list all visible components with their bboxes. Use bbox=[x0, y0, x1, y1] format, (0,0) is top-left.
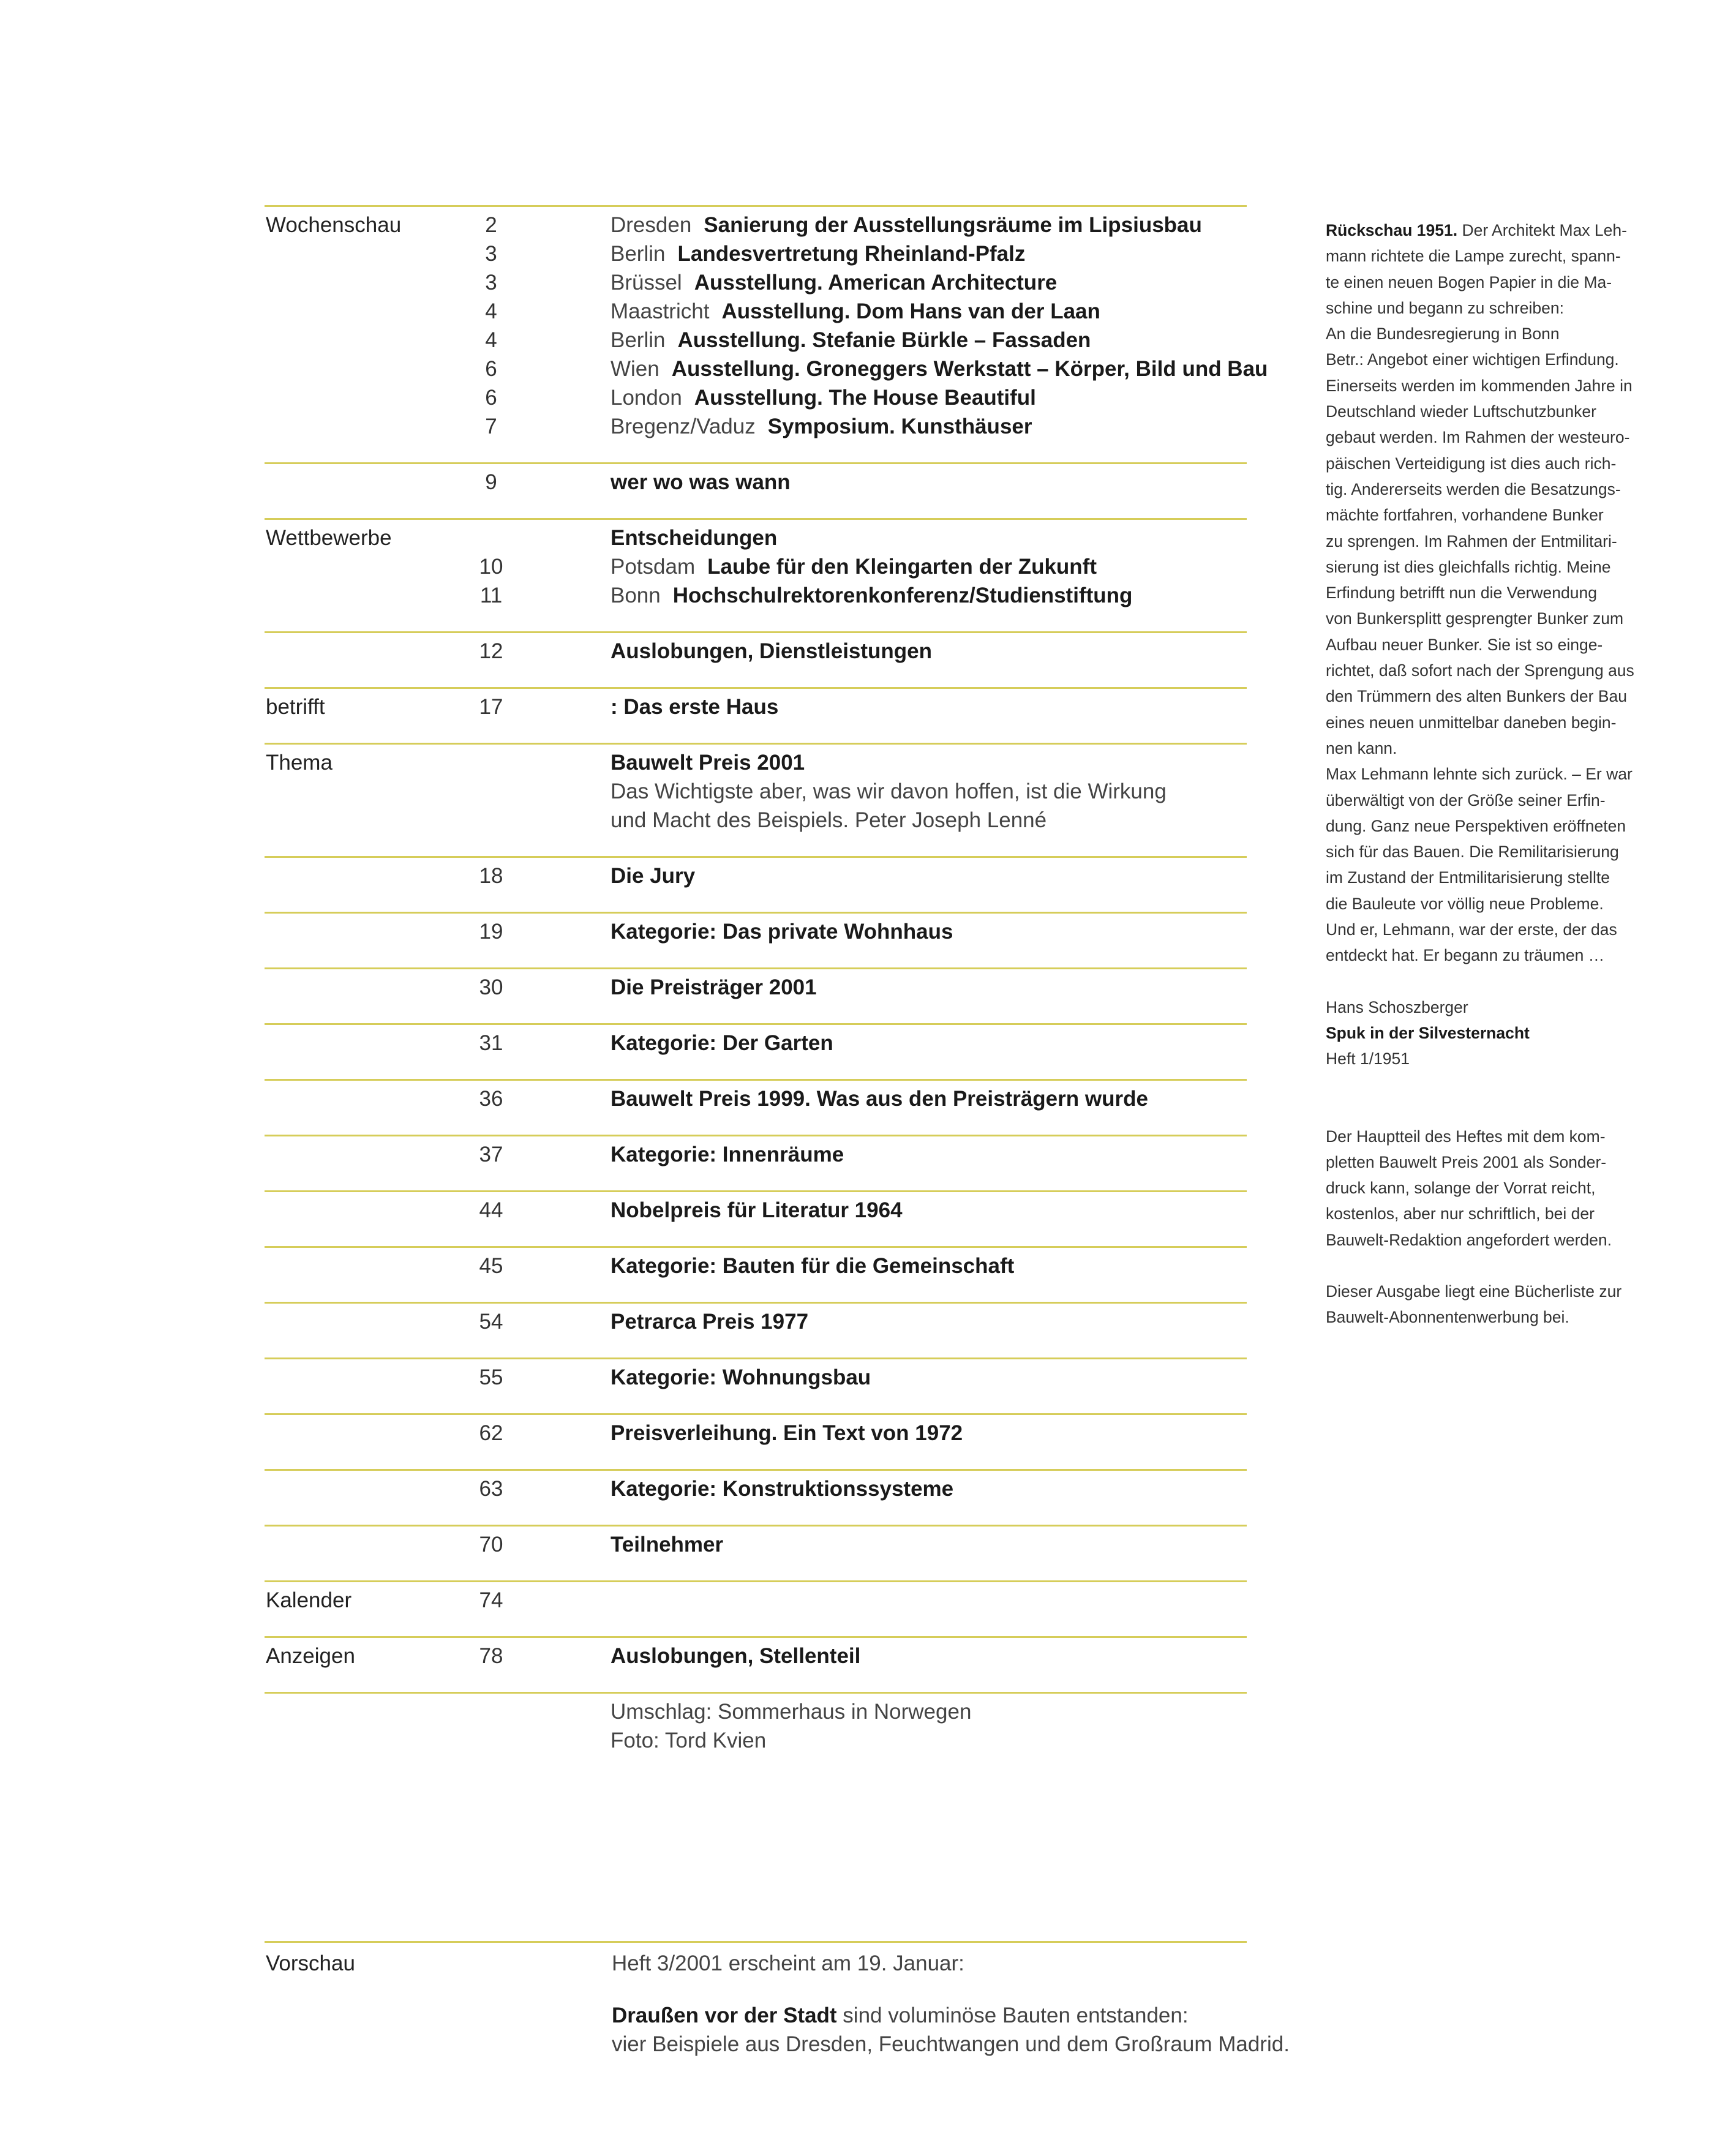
toc-entry-text bbox=[611, 1642, 860, 1670]
toc-page-number: 44 bbox=[479, 1198, 503, 1222]
toc-entry[interactable] bbox=[265, 552, 1247, 581]
sidebar-story-line: mächte fortfahren, vorhandene Bunker bbox=[1326, 506, 1604, 525]
toc-entry[interactable] bbox=[265, 748, 1247, 777]
toc-page-number: 19 bbox=[479, 920, 503, 944]
toc-entry-title: Kategorie: Konstruktionssysteme bbox=[611, 1477, 954, 1501]
toc-page-number: 37 bbox=[479, 1143, 503, 1166]
sidebar-story-line: im Zustand der Entmilitarisierung stellte bbox=[1326, 868, 1610, 887]
toc-section bbox=[265, 1302, 1247, 1358]
toc-entry-text-plain: Das Wichtigste aber, was wir davon hoffen, ist die Wirkung bbox=[611, 779, 1167, 803]
toc-page-number: 17 bbox=[479, 695, 503, 719]
toc-entry-title: wer wo was wann bbox=[611, 470, 791, 494]
toc-section-label: Kalender bbox=[266, 1588, 352, 1612]
toc-entry-text bbox=[611, 468, 791, 497]
toc-entry[interactable] bbox=[265, 268, 1247, 297]
toc-entry[interactable] bbox=[265, 468, 1247, 497]
toc-entry[interactable] bbox=[265, 917, 1247, 946]
toc-entry-city: Berlin bbox=[611, 328, 666, 352]
toc-entry-city: Wien bbox=[611, 357, 659, 381]
toc-entry-text bbox=[611, 297, 1100, 326]
toc-entry-title: Die Preisträger 2001 bbox=[611, 975, 817, 999]
sidebar-story-line: den Trümmern des alten Bunkers der Bau bbox=[1326, 687, 1627, 706]
toc-entry-text bbox=[611, 748, 805, 777]
toc-entry-title: Petrarca Preis 1977 bbox=[611, 1310, 809, 1334]
sidebar-story-line: schine und begann zu schreiben: bbox=[1326, 298, 1564, 317]
toc-page-number: 18 bbox=[479, 864, 503, 888]
sidebar-story-line: An die Bundesregierung in Bonn bbox=[1326, 325, 1560, 344]
toc-entry[interactable] bbox=[265, 1419, 1247, 1448]
sidebar-story-line: Einerseits werden im kommenden Jahre in bbox=[1326, 376, 1633, 395]
toc-entry[interactable] bbox=[265, 1084, 1247, 1113]
toc-page-number: 62 bbox=[479, 1421, 503, 1445]
toc-entry-title: Ausstellung. Stefanie Bürkle – Fassaden bbox=[677, 328, 1091, 352]
toc-entry-title: Ausstellung. Dom Hans van der Laan bbox=[721, 299, 1100, 323]
toc-page-number: 11 bbox=[479, 584, 503, 607]
toc-section bbox=[265, 743, 1247, 856]
sidebar-story-line: überwältigt von der Größe seiner Erfin- bbox=[1326, 790, 1606, 809]
toc-entry-city: London bbox=[611, 386, 682, 410]
toc-entry-text-plain: Foto: Tord Kvien bbox=[611, 1729, 767, 1752]
toc-page-number: 78 bbox=[479, 1644, 503, 1668]
toc-entry-text bbox=[611, 806, 1046, 835]
sidebar-note-line: druck kann, solange der Vorrat reicht, bbox=[1326, 1179, 1596, 1198]
preview-next-issue: Heft 3/2001 erscheint am 19. Januar: bbox=[612, 1951, 964, 1975]
toc-section bbox=[265, 1413, 1247, 1469]
toc-section bbox=[265, 1636, 1247, 1692]
toc-entry-title: Bauwelt Preis 2001 bbox=[611, 751, 805, 775]
toc-entry[interactable] bbox=[265, 862, 1247, 890]
toc-page-number: 12 bbox=[479, 639, 503, 663]
toc-section bbox=[265, 1246, 1247, 1302]
toc-page-number: 3 bbox=[485, 242, 497, 266]
sidebar-story-line: tig. Andererseits werden die Besatzungs- bbox=[1326, 479, 1621, 498]
toc-section bbox=[265, 1580, 1247, 1636]
toc-page-number: 31 bbox=[479, 1031, 503, 1055]
toc-section bbox=[265, 912, 1247, 967]
toc-page-number: 4 bbox=[485, 299, 497, 323]
toc-entry-city: Brüssel bbox=[611, 271, 682, 295]
toc-section bbox=[265, 631, 1247, 687]
toc-page-number: 45 bbox=[479, 1254, 503, 1278]
toc-section bbox=[265, 205, 1268, 462]
sidebar-note-line: Bauwelt-Redaktion angefordert werden. bbox=[1326, 1230, 1612, 1249]
toc-entry[interactable] bbox=[265, 1530, 1247, 1559]
preview-headline bbox=[612, 2001, 1189, 2030]
toc-section bbox=[265, 1190, 1247, 1246]
toc-page-number: 9 bbox=[485, 470, 497, 494]
toc-page-number: 70 bbox=[479, 1533, 503, 1557]
toc-entry-city: Maastricht bbox=[611, 299, 710, 323]
toc-entry-text bbox=[611, 973, 817, 1002]
sidebar-note-line: Bauwelt-Abonnentenwerbung bei. bbox=[1326, 1308, 1569, 1327]
toc-section-label: betrifft bbox=[266, 695, 325, 719]
toc-entry[interactable] bbox=[265, 297, 1247, 326]
toc-entry[interactable] bbox=[265, 693, 1247, 721]
toc-entry-title: Auslobungen, Dienstleistungen bbox=[611, 639, 933, 663]
toc-section bbox=[265, 518, 1247, 631]
toc-entry-title: Kategorie: Wohnungsbau bbox=[611, 1365, 871, 1389]
toc-entry[interactable] bbox=[265, 239, 1247, 268]
preview-section bbox=[265, 1941, 1290, 2056]
toc-page-number: 74 bbox=[479, 1588, 503, 1612]
toc-entry-text bbox=[611, 777, 1167, 806]
toc-entry-title: Kategorie: Innenräume bbox=[611, 1143, 844, 1166]
toc-entry[interactable] bbox=[265, 1363, 1247, 1392]
sidebar-story-line: entdeckt hat. Er begann zu träumen … bbox=[1326, 946, 1605, 965]
toc-section-label: Wochenschau bbox=[266, 213, 402, 237]
toc-entry-city: Dresden bbox=[611, 213, 692, 237]
sidebar-story-line: sich für das Bauen. Die Remilitarisierung bbox=[1326, 843, 1619, 862]
toc-entry-text bbox=[611, 383, 1036, 412]
sidebar-intro-text: Der Architekt Max Leh- bbox=[1457, 221, 1627, 239]
toc-entry-title: Landesvertretung Rheinland-Pfalz bbox=[677, 242, 1026, 266]
toc-entry-text bbox=[611, 1363, 871, 1392]
toc-entry-title: Nobelpreis für Literatur 1964 bbox=[611, 1198, 903, 1222]
toc-section bbox=[265, 1358, 1247, 1413]
sidebar-story-line: Deutschland wieder Luftschutzbunker bbox=[1326, 402, 1596, 421]
toc-entry-text bbox=[611, 1419, 963, 1448]
sidebar-story-line: nen kann. bbox=[1326, 738, 1397, 757]
toc-entry[interactable] bbox=[265, 412, 1247, 441]
sidebar-note-line: Der Hauptteil des Heftes mit dem kom- bbox=[1326, 1127, 1606, 1146]
sidebar-work-title: Spuk in der Silvesternacht bbox=[1326, 1023, 1530, 1042]
toc-section bbox=[265, 1692, 1247, 1776]
sidebar-story-line: sierung ist dies gleichfalls richtig. Meine bbox=[1326, 557, 1611, 576]
toc-section-label: Thema bbox=[266, 751, 333, 775]
toc-entry[interactable] bbox=[265, 1586, 1247, 1615]
sidebar-story-line: richtet, daß sofort nach der Sprengung aus bbox=[1326, 661, 1634, 680]
sidebar-story-line: Betr.: Angebot einer wichtigen Erfindung. bbox=[1326, 350, 1619, 369]
toc-entry[interactable] bbox=[265, 1697, 1247, 1726]
toc-page-number: 7 bbox=[485, 415, 497, 438]
toc-entry[interactable] bbox=[265, 777, 1247, 806]
preview-headline-rest: sind voluminöse Bauten entstanden: bbox=[836, 2003, 1189, 2027]
toc-entry[interactable] bbox=[265, 1252, 1247, 1280]
sidebar-note-line: pletten Bauwelt Preis 2001 als Sonder- bbox=[1326, 1152, 1607, 1171]
toc-entry-title: Symposium. Kunsthäuser bbox=[767, 415, 1032, 438]
toc-entry-text-plain: und Macht des Beispiels. Peter Joseph Lenné bbox=[611, 808, 1047, 832]
toc-entry-text bbox=[611, 524, 777, 552]
toc-entry-text bbox=[611, 1307, 808, 1336]
toc-entry[interactable] bbox=[265, 211, 1247, 239]
toc-entry-text bbox=[611, 268, 1057, 297]
toc-entry-text bbox=[611, 637, 932, 666]
toc-entry[interactable] bbox=[265, 1307, 1247, 1336]
toc-entry-text bbox=[611, 1726, 766, 1755]
sidebar-note-booklist bbox=[1326, 1279, 1644, 1331]
toc-section bbox=[265, 687, 1247, 743]
toc-section bbox=[265, 856, 1247, 912]
toc-entry[interactable] bbox=[265, 1029, 1247, 1057]
toc-entry-title: Ausstellung. American Architecture bbox=[694, 271, 1058, 295]
toc-entry-text bbox=[611, 1140, 844, 1169]
toc-entry-text bbox=[611, 1196, 903, 1225]
toc-entry-title: Preisverleihung. Ein Text von 1972 bbox=[611, 1421, 963, 1445]
toc-entry[interactable] bbox=[265, 355, 1268, 383]
toc-entry-title: Kategorie: Das private Wohnhaus bbox=[611, 920, 953, 944]
sidebar-story-line: päischen Verteidigung ist dies auch rich- bbox=[1326, 454, 1617, 473]
toc-page-number: 4 bbox=[485, 328, 497, 352]
toc-page-number: 2 bbox=[485, 213, 497, 237]
toc-entry-text bbox=[611, 1530, 723, 1559]
toc-entry-title: Sanierung der Ausstellungsräume im Lipsiusbau bbox=[704, 213, 1202, 237]
toc-entry-text bbox=[611, 1084, 1148, 1113]
toc-entry-title: : Das erste Haus bbox=[611, 695, 779, 719]
toc-entry-city: Berlin bbox=[611, 242, 666, 266]
sidebar-note-line: kostenlos, aber nur schriftlich, bei der bbox=[1326, 1204, 1595, 1223]
toc-entry-text-plain: Umschlag: Sommerhaus in Norwegen bbox=[611, 1700, 972, 1724]
toc-entry-city: Potsdam bbox=[611, 555, 696, 579]
toc-section bbox=[265, 1135, 1247, 1190]
sidebar-note-reprint bbox=[1326, 1124, 1644, 1253]
sidebar-story-line: dung. Ganz neue Perspektiven eröffneten bbox=[1326, 816, 1626, 835]
toc-entry-text bbox=[611, 581, 1132, 610]
toc-entry[interactable] bbox=[265, 1726, 1247, 1755]
sidebar-story bbox=[1326, 243, 1644, 968]
toc-page-number: 36 bbox=[479, 1087, 503, 1111]
toc-entry-text bbox=[611, 1252, 1014, 1280]
preview-label: Vorschau bbox=[266, 1951, 355, 1975]
toc-entry-title: Teilnehmer bbox=[611, 1533, 724, 1557]
toc-section bbox=[265, 462, 1247, 518]
sidebar-column bbox=[1326, 217, 1644, 1331]
preview-line-2: vier Beispiele aus Dresden, Feuchtwangen und dem Großraum Madrid. bbox=[612, 2032, 1290, 2056]
toc-entry-title: Ausstellung. Groneggers Werkstatt – Körper, Bild und Bau bbox=[671, 357, 1268, 381]
toc-entry-title: Ausstellung. The House Beautiful bbox=[694, 386, 1036, 410]
toc-entry[interactable] bbox=[265, 383, 1247, 412]
sidebar-author: Hans Schoszberger bbox=[1326, 997, 1468, 1016]
toc-entry-text bbox=[611, 1697, 971, 1726]
toc-section bbox=[265, 967, 1247, 1023]
toc-entry-title: Die Jury bbox=[611, 864, 696, 888]
toc-section bbox=[265, 1079, 1247, 1135]
toc-entry-title: Kategorie: Der Garten bbox=[611, 1031, 833, 1055]
sidebar-story-line: te einen neuen Bogen Papier in die Ma- bbox=[1326, 272, 1612, 291]
toc-page-number: 10 bbox=[479, 555, 503, 579]
toc-section bbox=[265, 1023, 1247, 1079]
sidebar-note-line: Dieser Ausgabe liegt eine Bücherliste zur bbox=[1326, 1282, 1622, 1301]
toc-entry-text bbox=[611, 211, 1202, 239]
toc-entry-text bbox=[611, 326, 1091, 355]
sidebar-story-line: Aufbau neuer Bunker. Sie ist so einge- bbox=[1326, 635, 1603, 654]
toc-entry-city: Bonn bbox=[611, 584, 661, 607]
sidebar-story-line: Max Lehmann lehnte sich zurück. – Er war bbox=[1326, 765, 1633, 784]
toc-section bbox=[265, 1525, 1247, 1580]
sidebar-issue: Heft 1/1951 bbox=[1326, 1050, 1410, 1068]
toc-entry-title: Laube für den Kleingarten der Zukunft bbox=[707, 555, 1097, 579]
sidebar-story-line: Und er, Lehmann, war der erste, der das bbox=[1326, 920, 1617, 939]
toc-entry[interactable] bbox=[265, 637, 1247, 666]
sidebar-story-line: gebaut werden. Im Rahmen der westeuro- bbox=[1326, 428, 1630, 447]
sidebar-story-line: Erfindung betrifft nun die Verwendung bbox=[1326, 584, 1597, 603]
toc-page-number: 6 bbox=[485, 386, 497, 410]
preview-headline-bold: Draußen vor der Stadt bbox=[612, 2003, 837, 2027]
toc-page-number: 63 bbox=[479, 1477, 503, 1501]
toc-page-number: 54 bbox=[479, 1310, 503, 1334]
toc-entry[interactable] bbox=[265, 1196, 1247, 1225]
sidebar-story-line: eines neuen unmittelbar daneben begin- bbox=[1326, 713, 1617, 732]
sidebar-story-line: zu sprengen. Im Rahmen der Entmilitari- bbox=[1326, 531, 1617, 550]
toc-section-label: Wettbewerbe bbox=[266, 526, 392, 550]
toc-entry-text bbox=[611, 1474, 953, 1503]
toc-section bbox=[265, 1469, 1247, 1525]
toc-entry-text bbox=[611, 693, 778, 721]
toc-entry[interactable] bbox=[265, 1642, 1247, 1670]
toc-entry[interactable] bbox=[265, 326, 1247, 355]
toc-page-number: 6 bbox=[485, 357, 497, 381]
toc-entry-text bbox=[611, 239, 1025, 268]
toc-entry-title: Bauwelt Preis 1999. Was aus den Preisträgern wurde bbox=[611, 1087, 1148, 1111]
toc-page-number: 3 bbox=[485, 271, 497, 295]
toc-entry[interactable] bbox=[265, 1140, 1247, 1169]
toc-entry-text bbox=[611, 412, 1032, 441]
sidebar-intro-heading: Rückschau 1951. bbox=[1326, 221, 1458, 239]
toc-entry[interactable] bbox=[265, 581, 1247, 610]
toc-page-number: 30 bbox=[479, 975, 503, 999]
toc-entry-title: Auslobungen, Stellenteil bbox=[611, 1644, 861, 1668]
table-of-contents bbox=[265, 205, 1268, 1776]
sidebar-story-line: mann richtete die Lampe zurecht, spann- bbox=[1326, 247, 1621, 266]
sidebar-intro-line bbox=[1326, 217, 1644, 243]
toc-entry-title: Kategorie: Bauten für die Gemeinschaft bbox=[611, 1254, 1015, 1278]
toc-page-number: 55 bbox=[479, 1365, 503, 1389]
toc-entry-text bbox=[611, 552, 1097, 581]
toc-entry-text bbox=[611, 862, 695, 890]
toc-entry-text bbox=[611, 917, 953, 946]
toc-entry[interactable] bbox=[265, 524, 1247, 552]
toc-entry[interactable] bbox=[265, 973, 1247, 1002]
toc-entry-title: Entscheidungen bbox=[611, 526, 778, 550]
sidebar-story-line: die Bauleute vor völlig neue Probleme. bbox=[1326, 894, 1604, 913]
toc-entry-title: Hochschulrektorenkonferenz/Studienstiftung bbox=[672, 584, 1133, 607]
toc-section-label: Anzeigen bbox=[266, 1644, 355, 1668]
toc-entry[interactable] bbox=[265, 1474, 1247, 1503]
toc-entry-city: Bregenz/Vaduz bbox=[611, 415, 756, 438]
toc-entry-text bbox=[611, 1029, 833, 1057]
toc-entry[interactable] bbox=[265, 806, 1247, 835]
toc-entry-text bbox=[611, 355, 1268, 383]
sidebar-story-line: von Bunkersplitt gesprengter Bunker zum bbox=[1326, 609, 1624, 628]
